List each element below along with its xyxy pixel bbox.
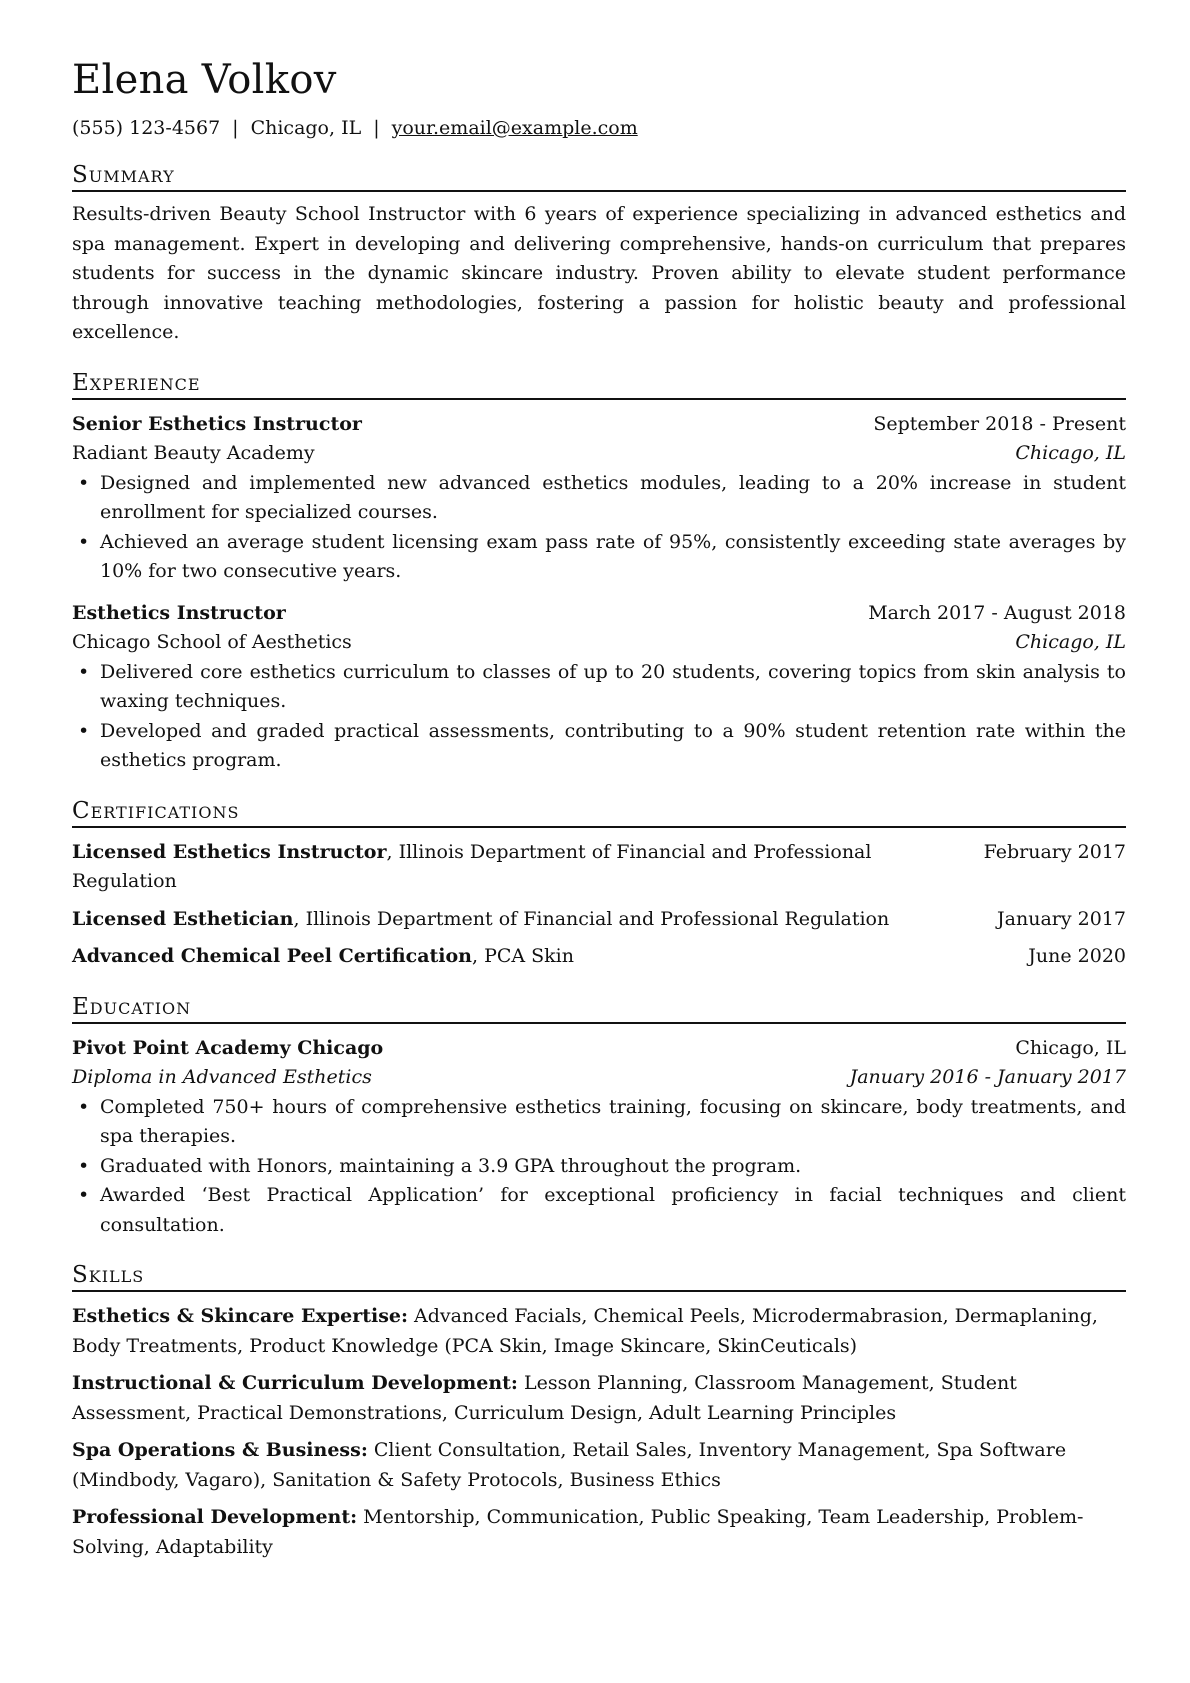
section-title-summary: Summary xyxy=(72,162,1126,192)
bullet-item: • Completed 750+ hours of comprehensive esthetics training, focusing on skincare, body treatments, and spa therapies. xyxy=(72,1093,1126,1152)
skill-group xyxy=(72,1503,1126,1562)
skill-label: Esthetics & Skincare Expertise: xyxy=(72,1305,408,1327)
bullet-item: • Achieved an average student licensing exam pass rate of 95%, consistently exceeding state averages by 10% for two consecutive years. xyxy=(72,528,1126,587)
certification-date: June 2020 xyxy=(1028,945,1126,967)
phone-number: (555) 123-4567 xyxy=(72,117,221,139)
bullet-item: • Developed and graded practical assessments, contributing to a 90% student retention rate within the esthetics program. xyxy=(72,717,1126,776)
section-title-education: Education xyxy=(72,994,1126,1024)
skill-label: Professional Development: xyxy=(72,1506,358,1528)
job-location: Chicago, IL xyxy=(1015,631,1126,653)
education-bullets xyxy=(72,1093,1126,1241)
certification-issuer: , PCA Skin xyxy=(471,945,574,967)
bullet-item: • Awarded ‘Best Practical Application’ for exceptional proficiency in facial techniques and client consultation. xyxy=(72,1181,1126,1240)
summary-text: Results-driven Beauty School Instructor with 6 years of experience specializing in advanced esthetics and spa management. Expert in developing and delivering comprehensive, hands-on curriculum that prepares students for success in the dynamic skincare industry. Proven ability to elevate student performance through innovative teaching methodologies, fostering a passion for holistic beauty and professional excellence. xyxy=(72,203,1126,343)
job-dates: September 2018 - Present xyxy=(873,412,1126,435)
experience-entry xyxy=(72,410,1126,587)
certification-item xyxy=(72,838,1126,897)
certification-item xyxy=(72,942,1126,972)
skill-text: Client Consultation, Retail Sales, Inventory Management, Spa Software (Mindbody, Vagaro), Sanitation & Safety Protocols, Business Ethics xyxy=(72,1439,1067,1491)
job-location: Chicago, IL xyxy=(1015,442,1126,464)
bullet-item: • Designed and implemented new advanced esthetics modules, leading to a 20% increase in student enrollment for specialized courses. xyxy=(72,469,1126,528)
section-title-experience: Experience xyxy=(72,370,1126,400)
skill-label: Instructional & Curriculum Development: xyxy=(72,1372,518,1394)
contact-location: Chicago, IL xyxy=(250,117,362,139)
certification-issuer: , Illinois Department of Financial and Professional Regulation xyxy=(293,907,890,930)
education-entry xyxy=(72,1034,1126,1241)
skill-label: Spa Operations & Business: xyxy=(72,1439,368,1461)
contact-separator: | xyxy=(373,117,380,139)
experience-entry xyxy=(72,599,1126,776)
email-link[interactable]: your.email@example.com xyxy=(391,117,638,139)
certification-date: February 2017 xyxy=(983,840,1126,863)
bullet-item: • Delivered core esthetics curriculum to classes of up to 20 students, covering topics from skin analysis to waxing techniques. xyxy=(72,658,1126,717)
certifications-list xyxy=(72,838,1126,972)
skill-text: Mentorship, Communication, Public Speaking, Team Leadership, Problem-Solving, Adaptability xyxy=(72,1506,1084,1558)
company-name: Radiant Beauty Academy xyxy=(72,442,315,464)
job-bullets xyxy=(72,658,1126,776)
certification-name: Advanced Chemical Peel Certification xyxy=(72,945,472,967)
certification-issuer: , Illinois Department of Financial and Professional Regulation xyxy=(72,840,872,892)
school-location: Chicago, IL xyxy=(1015,1036,1126,1059)
skill-group xyxy=(72,1302,1126,1361)
candidate-name: Elena Volkov xyxy=(72,57,337,103)
skill-text: Lesson Planning, Classroom Management, Student Assessment, Practical Demonstrations, Curriculum Design, Adult Learning Principles xyxy=(72,1372,1017,1424)
resume-page xyxy=(72,56,1126,1562)
skill-group xyxy=(72,1436,1126,1495)
job-bullets xyxy=(72,469,1126,587)
job-title: Senior Esthetics Instructor xyxy=(72,412,362,435)
company-name: Chicago School of Aesthetics xyxy=(72,631,352,653)
contact-line xyxy=(72,116,1126,140)
section-title-skills: Skills xyxy=(72,1262,1126,1292)
school-name: Pivot Point Academy Chicago xyxy=(72,1036,384,1059)
job-dates: March 2017 - August 2018 xyxy=(868,601,1126,624)
certification-name: Licensed Esthetics Instructor xyxy=(72,840,387,863)
degree-name: Diploma in Advanced Esthetics xyxy=(72,1066,372,1088)
certification-item xyxy=(72,905,1126,935)
section-title-certifications: Certifications xyxy=(72,798,1126,828)
education-dates: January 2016 - January 2017 xyxy=(849,1066,1126,1088)
skills-list xyxy=(72,1302,1126,1562)
skill-text: Advanced Facials, Chemical Peels, Microdermabrasion, Dermaplaning, Body Treatments, Product Knowledge (PCA Skin, Image Skincare, SkinCeuticals) xyxy=(72,1305,1098,1357)
skill-group xyxy=(72,1369,1126,1428)
job-title: Esthetics Instructor xyxy=(72,601,286,624)
certification-name: Licensed Esthetician xyxy=(72,907,294,930)
bullet-item: • Graduated with Honors, maintaining a 3.9 GPA throughout the program. xyxy=(72,1152,1126,1182)
certification-date: January 2017 xyxy=(997,907,1126,930)
contact-separator: | xyxy=(232,117,239,139)
